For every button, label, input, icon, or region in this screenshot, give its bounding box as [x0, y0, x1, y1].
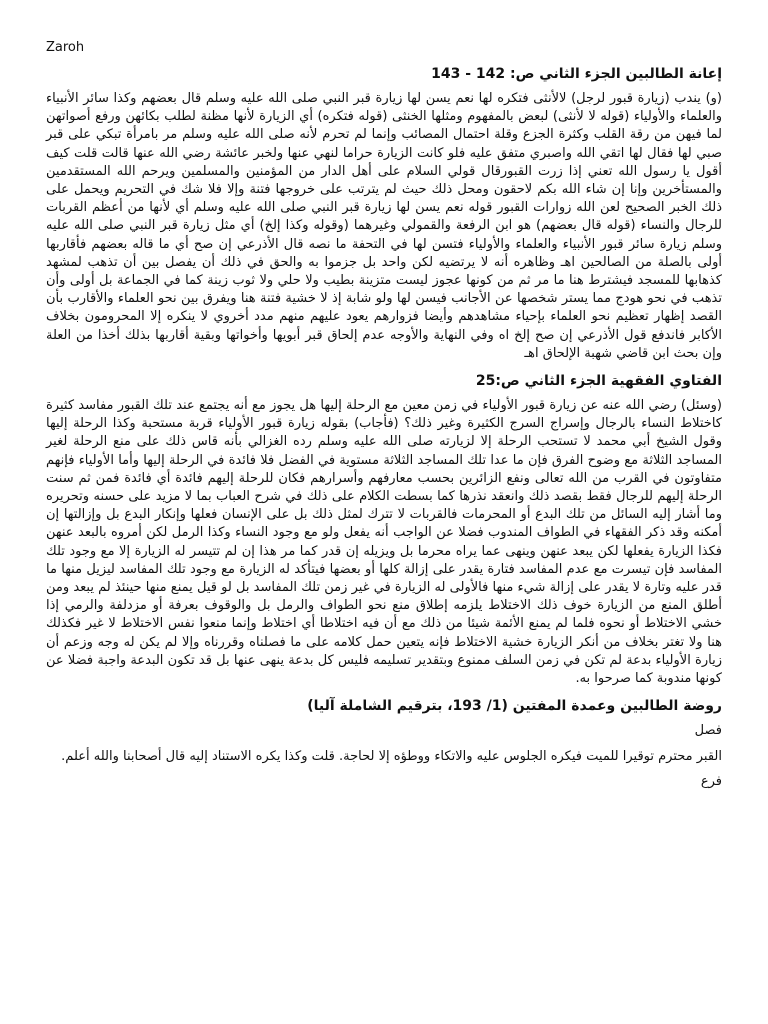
document-page [46, 40, 722, 799]
section-heading: إعانة الطالبين الجزء الثاني ص: 142 - 143 [431, 66, 722, 82]
section-body: (وسئل) رضي الله عنه عن زيارة قبور الأولياء في زمن معين مع الرحلة إليها هل يجوز مع أنه يجتمع عند تلك القبور مفاسد كثيرة كاختلاط النساء بالرجال وإسراج السرج الكثيرة وغير ذلك؟ (فأجاب) بقوله زيارة قبور الأولياء قربة مستحبة وكذا الرحلة إليها وقول الشيخ أبي محمد لا تستحب الرحلة إلا لزيارته صلى الله عليه وسلم رده الغزالي بأنه قاس ذلك على منع الرحلة لغير المساجد الثلاثة مع وضوح الفرق فإن ما عدا تلك المساجد الثلاثة مستوية في الفضل فلا فائدة في الرحلة إليها وأما الأولياء فإنهم متفاوتون في القرب من الله تعالى ونفع الزائرين بحسب معارفهم وأسرارهم فكان للرحلة إليهم فائدة أي فائدة فمن ثم سنت الرحلة إليهم للرجال فقط بقصد ذلك وانعقد نذرها كما بسطت الكلام على ذلك في شرح العباب بما لا مزيد على حسنه وتحريره وما أشار إليه السائل من تلك البدع أو المحرمات فالقربات لا تترك لمثل ذلك بل على الإنسان فعلها وإنكار البدع بل وإزالتها إن أمكنه وقد ذكر الفقهاء في الطواف المندوب فضلا عن الواجب أنه يفعل ولو مع وجود النساء وكذا الرمل لكن أمروه بالبعد عنهن فكذا الزيارة يفعلها لكن يبعد عنهن وينهى عما يراه محرما بل ويزيله إن قدر كما مر هذا إن لم تتيسر له الزيارة إلا مع وجود تلك المفاسد فإن تيسرت مع عدم المفاسد فتارة يقدر على إزالة كلها أو بعضها فيتأكد له الزيارة مع وجود تلك المفاسد ليزيل منها ما قدر عليه وتارة لا يقدر على إزالة شيء منها فالأولى له الزيارة في غير زمن تلك المفاسد بل لو قيل يمنع منها حينئذ لم يبعد ومن أطلق المنع من الزيارة خوف ذلك الاختلاط يلزمه إطلاق منع نحو الطواف والرمل بل والوقوف بعرفة أو مزدلفة والرمي إذا خشي الاختلاط أو نحوه فلما لم يمنع الأئمة شيئا من ذلك مع أن فيه اختلاطا أي اختلاط وإنما منعوا نفس الاختلاط لا غير فكذلك هنا ولا تغتر بخلاف من أنكر الزيارة خشية الاختلاط فإنه يتعين حمل كلامه على ما فصلناه وقررناه وإلا لم يكن له وجه وزعم أن زيارة الأولياء بدعة لم تكن في زمن السلف ممنوع وبتقدير تسليمه فليس كل بدعة ينهى عنها بل قد تكون البدعة واجبة فضلا عن كونها مندوبة كما صرحوا به. [46, 398, 722, 687]
author-name: Zaroh [46, 40, 85, 55]
section-fatawa-fiqhiya [46, 371, 722, 688]
section-subheading: فصل [694, 723, 722, 739]
section-heading: الفتاوي الفقهية الجزء الثاني ص:25 [475, 373, 722, 390]
section-ianat-talibin [46, 64, 722, 363]
section-footer-label: فرع [700, 773, 722, 789]
section-body: القبر محترم توقيرا للميت فيكره الجلوس عليه والاتكاء ووطؤه إلا لحاجة. قلت وكذا يكره الاستناد إليه قال أصحابنا والله أعلم. [61, 749, 722, 765]
section-body: (و) يندب (زيارة قبور لرجل) لالأنثى فتكره لها نعم يسن لها زيارة قبر النبي صلى الله عليه وسلم قال بعضهم وكذا سائر الأنبياء والعلماء والأولياء (قوله لا لأنثى) لبعض بالمفهوم ومثلها الخنثى (قوله فتكره) أي الزيارة لأنها مظنة لطلب بكائهن ورفع أصواتهن لما فيهن من رقة القلب وكثرة الجزع وقلة احتمال المصائب وإنما لم تحرم لأنه صلى الله عليه وسلم مر بامرأة تبكي على قبر صبي لها فقال لها اتقي الله واصبري متفق عليه فلو كانت الزيارة حراما لنهي عنها ولخبر عائشة رضي الله عنها قالت قلت كيف أقول يا رسول الله تعني إذا زرت القبورقال قولي السلام على أهل الدار من المؤمنين والمسلمين ويرحم الله المستقدمين والمستأخرين وإنا إن شاء الله بكم لاحقون ومحل ذلك حيث لم يترتب على خروجها فتنة وإلا فلا شك في التحريم ويحمل على ذلك الخبر الصحيح لعن الله زوارات القبور قوله نعم يسن لها زيارة قبر النبي صلى الله عليه وسلم أي لأنها من أعظم القربات للرجال والنساء (قوله قال بعضهم) هو ابن الرفعة والقمولي وغيرهما (وقوله وكذا إلخ) أي مثل زيارة قبر النبي صلى الله عليه وسلم زيارة سائر قبور الأنبياء والعلماء والأولياء فتسن لها في التحفة ما نصه قال الأذرعي إن صح أي ما قاله بعضهم فأقاربها أولى بالصلة من الصالحين اهـ وظاهره أنه لا يرتضيه لكن واحد بل جزموا به والحق في ذلك أن يفصل بين أن تذهب لمشهد كذهابها للمسجد فيشترط هنا ما مر ثم من كونها عجوز ليست متزينة بطيب ولا حلي ولا ثوب زينة كما في الجماعة بل أولى وأن تذهب في نحو هودج مما يستر شخصها عن الأجانب فيسن لها ولو شابة إذ لا خشية فتنة هنا ويفرق بين نحو العلماء والأقارب بأن القصد إظهار تعظيم نحو العلماء بإحياء مشاهدهم وأيضا فزوارهم يعود عليهم منهم مدد أخروي لا ينكره إلا المحرومون بخلاف الأكابر فاندفع قول الأذرعي إن صح إلخ اه وفي النهاية والأوجه عدم إلحاق قبر أبويها وأخواتها وبقية أقاربها بذلك أخذا من العلة وإن بحث ابن قاضي شهبة الإلحاق اهـ [46, 91, 722, 361]
section-heading: روضة الطالبين وعمدة المفتين (1/ 193، بترقيم الشاملة آليا) [307, 698, 722, 715]
section-rawdat-talibin [46, 696, 722, 790]
